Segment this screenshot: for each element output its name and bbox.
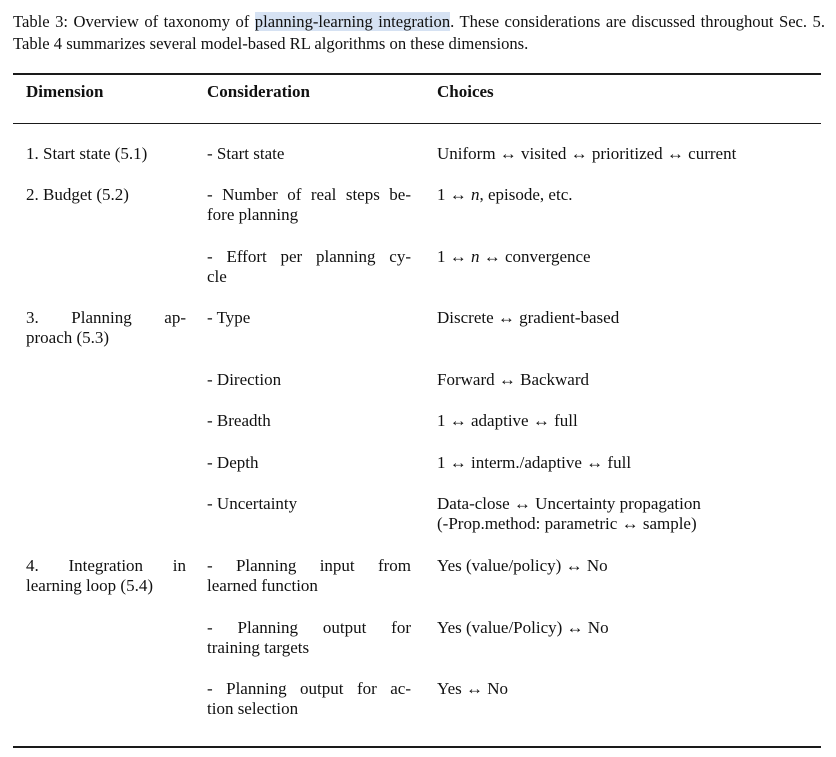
caption-highlight[interactable]: planning-learning integration (254, 12, 451, 31)
row8-choices (437, 494, 822, 534)
row10-consideration-line2: training targets (207, 638, 310, 657)
row7-choices: 1 ↔ interm./adaptive ↔ full (437, 453, 632, 472)
row4-dimension-line1: 3. Planning ap- (26, 308, 186, 327)
header-rule (13, 123, 821, 124)
row5-choices: Forward ↔ Backward (437, 370, 590, 389)
header-choices: Choices (437, 82, 494, 101)
caption-prefix: Table 3: Overview of taxonomy of (13, 12, 255, 31)
row3-choices (437, 247, 822, 267)
row2-consideration-line1: - Number of real steps be- (207, 185, 411, 204)
caption-suffix: . These considerations are discussed throughout Sec. 5. Table 4 summarizes several model-based RL algorithms on these dimensions. (13, 12, 825, 53)
bottom-rule (13, 746, 821, 748)
row1-dimension: 1. Start state (5.1) (26, 144, 148, 163)
row9-dimension (26, 556, 186, 596)
row10-choices: Yes (value/Policy) ↔ No (437, 618, 609, 637)
row11-consideration-line1: - Planning output for ac- (207, 679, 411, 698)
row3-choices-b: ↔ convergence (479, 247, 591, 266)
row11-consideration (207, 679, 411, 719)
row8-choices-line2: (-Prop.method: parametric ↔ sample) (437, 514, 697, 533)
row6-choices: 1 ↔ adaptive ↔ full (437, 411, 578, 430)
row2-choices-a: 1 ↔ (437, 185, 471, 204)
row4-choices: Discrete ↔ gradient-based (437, 308, 620, 327)
row6-consideration: - Breadth (207, 411, 271, 430)
row9-choices: Yes (value/policy) ↔ No (437, 556, 608, 575)
row9-consideration (207, 556, 411, 596)
row9-dimension-line2: learning loop (5.4) (26, 576, 153, 595)
row3-consideration-line1: - Effort per planning cy- (207, 247, 411, 266)
row5-consideration: - Direction (207, 370, 282, 389)
row8-choices-line1: Data-close ↔ Uncertainty propagation (437, 494, 701, 513)
row10-consideration (207, 618, 411, 658)
row1-choices: Uniform ↔ visited ↔ prioritized ↔ current (437, 144, 737, 163)
top-rule (13, 73, 821, 75)
row4-dimension (26, 308, 186, 348)
row9-dimension-line1: 4. Integration in (26, 556, 186, 575)
row11-choices: Yes ↔ No (437, 679, 509, 698)
row2-choices (437, 185, 822, 205)
row2-choices-n: n (471, 185, 480, 204)
table-caption (13, 11, 825, 55)
row9-consideration-line1: - Planning input from (207, 556, 411, 575)
row10-consideration-line1: - Planning output for (207, 618, 411, 637)
row11-consideration-line2: tion selection (207, 699, 299, 718)
row3-choices-n: n (471, 247, 480, 266)
row4-dimension-line2: proach (5.3) (26, 328, 110, 347)
row2-consideration (207, 185, 411, 225)
row7-consideration: - Depth (207, 453, 259, 472)
row3-consideration-line2: cle (207, 267, 227, 286)
row2-consideration-line2: fore planning (207, 205, 299, 224)
header-consideration: Consideration (207, 82, 310, 101)
row2-choices-b: , episode, etc. (479, 185, 573, 204)
row3-choices-a: 1 ↔ (437, 247, 471, 266)
row9-consideration-line2: learned function (207, 576, 318, 595)
row1-consideration: - Start state (207, 144, 285, 163)
row2-dimension: 2. Budget (5.2) (26, 185, 129, 204)
row8-consideration: - Uncertainty (207, 494, 298, 513)
row4-consideration: - Type (207, 308, 251, 327)
row3-consideration (207, 247, 411, 287)
header-dimension: Dimension (26, 82, 104, 101)
